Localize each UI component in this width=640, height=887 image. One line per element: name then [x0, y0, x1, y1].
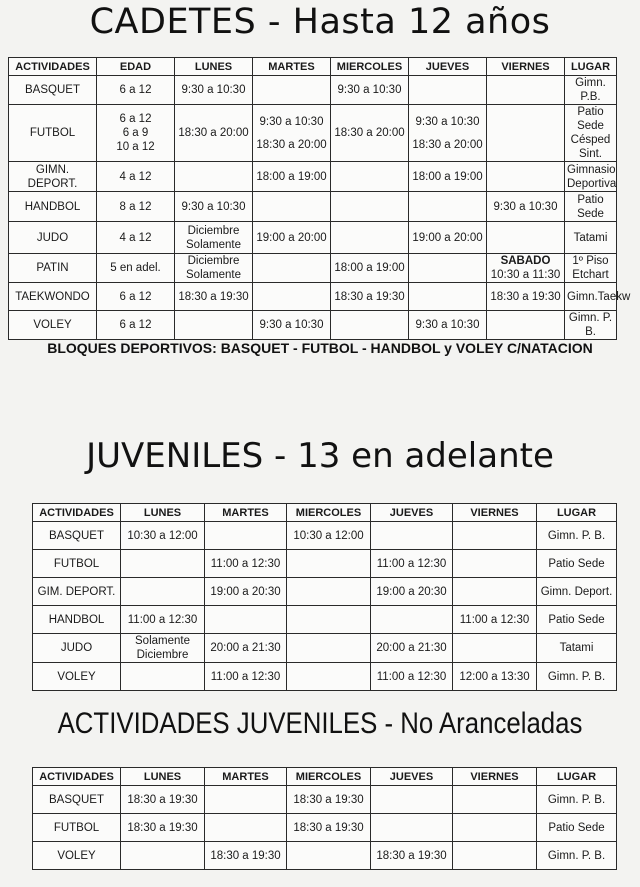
schedule-cell — [121, 842, 205, 870]
schedule-cell — [453, 634, 537, 663]
schedule-cell: Gimn. P. B. — [565, 311, 617, 340]
schedule-cell: Patio Sede — [565, 192, 617, 222]
schedule-cell: Gimn. P. B. — [537, 663, 617, 691]
schedule-cell — [205, 606, 287, 634]
schedule-cell — [205, 814, 287, 842]
table-row — [9, 192, 617, 222]
column-header-actividades: ACTIVIDADES — [9, 58, 97, 76]
cell-line: Diciembre — [187, 224, 240, 237]
schedule-cell — [453, 522, 537, 550]
schedule-cell — [205, 786, 287, 814]
column-header-jueves: JUEVES — [371, 504, 453, 522]
cell-line: 18:30 a 20:00 — [412, 138, 483, 151]
cell-line: Patio Sede — [577, 106, 604, 132]
schedule-cell — [409, 283, 487, 311]
table-row — [9, 222, 617, 254]
schedule-cell — [331, 192, 409, 222]
schedule-cell: 19:00 a 20:00 — [253, 222, 331, 254]
schedule-cell: 18:00 a 19:00 — [409, 162, 487, 192]
schedule-cell: Gimn. P.B. — [565, 76, 617, 105]
schedule-cell — [409, 192, 487, 222]
cell-line: Etchart — [572, 269, 609, 281]
cell-line: 9:30 a 10:30 — [415, 115, 480, 128]
schedule-cell: 9:30 a 10:30 — [175, 192, 253, 222]
schedule-cell: 9:30 a 10:30 — [253, 311, 331, 340]
column-header-viernes: VIERNES — [453, 768, 537, 786]
cell-line: Gimnasio — [567, 163, 616, 176]
schedule-cell — [331, 162, 409, 192]
activity-cell: PATIN — [9, 254, 97, 283]
schedule-cell: 5 en adel. — [97, 254, 175, 283]
activity-cell: HANDBOL — [9, 192, 97, 222]
table-row — [9, 254, 617, 283]
juveniles-title: JUVENILES - 13 en adelante — [86, 436, 554, 476]
activity-cell: GIMN. DEPORT. — [9, 162, 97, 192]
column-header-lunes: LUNES — [175, 58, 253, 76]
cadetes-schedule-table — [8, 57, 631, 340]
schedule-cell: 11:00 a 12:30 — [371, 663, 453, 691]
column-header-miercoles: MIERCOLES — [287, 504, 371, 522]
schedule-cell — [253, 105, 331, 162]
table-row — [9, 283, 617, 311]
column-header-jueves: JUEVES — [371, 768, 453, 786]
schedule-cell: Gimn. P. B. — [537, 522, 617, 550]
cell-line: 1º Piso — [572, 255, 609, 267]
column-header-martes: MARTES — [205, 504, 287, 522]
schedule-cell — [287, 634, 371, 663]
schedule-cell — [121, 578, 205, 606]
schedule-cell — [409, 254, 487, 283]
cell-line: Solamente — [186, 238, 241, 251]
schedule-cell — [453, 786, 537, 814]
schedule-cell — [565, 105, 617, 162]
activity-cell: FUTBOL — [33, 550, 121, 578]
schedule-cell: 18:30 a 19:30 — [121, 814, 205, 842]
column-header-lunes: LUNES — [121, 768, 205, 786]
schedule-cell — [205, 522, 287, 550]
schedule-cell: 6 a 12 — [97, 283, 175, 311]
schedule-cell — [453, 842, 537, 870]
schedule-cell: 20:00 a 21:30 — [371, 634, 453, 663]
schedule-cell — [409, 76, 487, 105]
column-header-viernes: VIERNES — [487, 58, 565, 76]
schedule-cell — [487, 105, 565, 162]
cell-line: 10:30 a 11:30 — [490, 269, 561, 281]
column-header-edad: EDAD — [97, 58, 175, 76]
schedule-cell: 18:30 a 19:30 — [205, 842, 287, 870]
activity-cell: VOLEY — [33, 842, 121, 870]
table-row — [33, 786, 617, 814]
schedule-cell — [453, 550, 537, 578]
table-row — [33, 522, 617, 550]
column-header-miercoles: MIERCOLES — [287, 768, 371, 786]
schedule-cell — [253, 254, 331, 283]
cell-line: 10 a 12 — [116, 141, 155, 153]
column-header-jueves: JUEVES — [409, 58, 487, 76]
cell-line: 18:30 a 20:00 — [256, 138, 327, 151]
schedule-cell: Gimn. Deport. — [537, 578, 617, 606]
cell-line: SABADO — [500, 255, 551, 267]
table-row — [33, 550, 617, 578]
table-row — [33, 578, 617, 606]
schedule-cell — [175, 254, 253, 283]
table-row — [33, 606, 617, 634]
column-header-actividades: ACTIVIDADES — [33, 504, 121, 522]
schedule-cell — [487, 254, 565, 283]
schedule-cell — [409, 105, 487, 162]
table-row — [9, 76, 617, 105]
schedule-cell — [287, 578, 371, 606]
schedule-cell: 18:30 a 19:30 — [487, 283, 565, 311]
schedule-cell — [253, 283, 331, 311]
cell-line: Césped Sint. — [570, 134, 611, 160]
schedule-cell — [487, 311, 565, 340]
schedule-cell: 6 a 12 — [97, 311, 175, 340]
activity-cell: HANDBOL — [33, 606, 121, 634]
schedule-cell — [97, 105, 175, 162]
schedule-cell: Tatami — [565, 222, 617, 254]
schedule-cell — [253, 192, 331, 222]
cell-line: 6 a 12 — [119, 113, 152, 125]
schedule-cell: 9:30 a 10:30 — [487, 192, 565, 222]
schedule-cell — [487, 222, 565, 254]
schedule-cell: 18:00 a 19:00 — [253, 162, 331, 192]
table-row — [33, 663, 617, 691]
schedule-cell — [331, 222, 409, 254]
schedule-cell: Patio Sede — [537, 550, 617, 578]
schedule-cell — [565, 162, 617, 192]
activity-cell: FUTBOL — [9, 105, 97, 162]
table-row — [9, 105, 617, 162]
schedule-cell: 18:30 a 19:30 — [175, 283, 253, 311]
activity-cell: JUDO — [9, 222, 97, 254]
schedule-cell: Gimn. P. B. — [537, 786, 617, 814]
column-header-lunes: LUNES — [121, 504, 205, 522]
cell-line: 9:30 a 10:30 — [259, 115, 324, 128]
activity-cell: GIM. DEPORT. — [33, 578, 121, 606]
schedule-cell: 18:30 a 19:30 — [121, 786, 205, 814]
column-header-lugar: LUGAR — [537, 768, 617, 786]
table-row — [9, 162, 617, 192]
schedule-cell: 6 a 12 — [97, 76, 175, 105]
table-row — [9, 311, 617, 340]
column-header-lugar: LUGAR — [537, 504, 617, 522]
schedule-cell: 4 a 12 — [97, 222, 175, 254]
bloques-deportivos-note: BLOQUES DEPORTIVOS: BASQUET - FUTBOL - HANDBOL y VOLEY C/NATACION — [47, 340, 593, 356]
schedule-cell — [121, 634, 205, 663]
schedule-cell: 11:00 a 12:30 — [205, 663, 287, 691]
schedule-cell — [371, 522, 453, 550]
activity-cell: JUDO — [33, 634, 121, 663]
schedule-cell — [175, 162, 253, 192]
column-header-actividades: ACTIVIDADES — [33, 768, 121, 786]
schedule-cell — [371, 606, 453, 634]
actividades-juveniles-title: ACTIVIDADES JUVENILES - No Aranceladas — [57, 707, 583, 740]
schedule-cell — [287, 663, 371, 691]
table-row — [33, 634, 617, 663]
actividades-juveniles-table — [32, 767, 617, 870]
cell-line: Solamente — [186, 269, 241, 281]
activity-cell: BASQUET — [33, 522, 121, 550]
schedule-cell — [287, 606, 371, 634]
schedule-cell: 18:00 a 19:00 — [331, 254, 409, 283]
schedule-cell — [287, 550, 371, 578]
cadetes-title: CADETES - Hasta 12 años — [89, 2, 551, 42]
schedule-cell: 18:30 a 19:30 — [371, 842, 453, 870]
column-header-martes: MARTES — [253, 58, 331, 76]
juveniles-schedule-table — [32, 503, 617, 691]
column-header-viernes: VIERNES — [453, 504, 537, 522]
cell-line: Solamente — [135, 635, 190, 647]
schedule-cell: 11:00 a 12:30 — [205, 550, 287, 578]
cell-line: Deportiva — [567, 177, 617, 190]
schedule-cell: 18:30 a 19:30 — [331, 283, 409, 311]
schedule-cell: Tatami — [537, 634, 617, 663]
schedule-cell — [371, 786, 453, 814]
schedule-cell — [487, 162, 565, 192]
schedule-cell: 9:30 a 10:30 — [175, 76, 253, 105]
schedule-cell: 19:00 a 20:00 — [409, 222, 487, 254]
schedule-cell — [371, 814, 453, 842]
table-row — [33, 814, 617, 842]
schedule-cell: 11:00 a 12:30 — [121, 606, 205, 634]
schedule-cell — [253, 76, 331, 105]
schedule-cell — [331, 311, 409, 340]
schedule-cell: 19:00 a 20:30 — [205, 578, 287, 606]
schedule-cell: 20:00 a 21:30 — [205, 634, 287, 663]
activity-cell: FUTBOL — [33, 814, 121, 842]
column-header-lugar: LUGAR — [565, 58, 617, 76]
schedule-cell — [175, 311, 253, 340]
column-header-martes: MARTES — [205, 768, 287, 786]
schedule-cell: 18:30 a 20:00 — [175, 105, 253, 162]
schedule-cell — [453, 814, 537, 842]
table-row — [33, 842, 617, 870]
schedule-cell: 19:00 a 20:30 — [371, 578, 453, 606]
schedule-cell: 8 a 12 — [97, 192, 175, 222]
activity-cell: BASQUET — [33, 786, 121, 814]
schedule-cell: 11:00 a 12:30 — [371, 550, 453, 578]
schedule-cell: 9:30 a 10:30 — [409, 311, 487, 340]
schedule-cell: 10:30 a 12:00 — [121, 522, 205, 550]
schedule-cell — [565, 254, 617, 283]
schedule-cell — [287, 842, 371, 870]
schedule-cell — [121, 550, 205, 578]
schedule-cell: 4 a 12 — [97, 162, 175, 192]
cell-line: 6 a 9 — [122, 127, 149, 139]
activity-cell: VOLEY — [33, 663, 121, 691]
cell-line: Diciembre — [136, 649, 189, 661]
schedule-cell — [121, 663, 205, 691]
activity-cell: VOLEY — [9, 311, 97, 340]
schedule-cell: Patio Sede — [537, 814, 617, 842]
schedule-cell: 18:30 a 20:00 — [331, 105, 409, 162]
schedule-cell: 9:30 a 10:30 — [331, 76, 409, 105]
schedule-cell — [453, 578, 537, 606]
schedule-cell — [487, 76, 565, 105]
activity-cell: BASQUET — [9, 76, 97, 105]
schedule-cell: 18:30 a 19:30 — [287, 786, 371, 814]
cell-line: Diciembre — [187, 255, 240, 267]
schedule-cell: 12:00 a 13:30 — [453, 663, 537, 691]
column-header-miercoles: MIERCOLES — [331, 58, 409, 76]
schedule-cell: Gimn. P. B. — [537, 842, 617, 870]
schedule-cell: Gimn.Taekw — [565, 283, 617, 311]
schedule-cell — [175, 222, 253, 254]
activity-cell: TAEKWONDO — [9, 283, 97, 311]
schedule-cell: 18:30 a 19:30 — [287, 814, 371, 842]
schedule-cell: 11:00 a 12:30 — [453, 606, 537, 634]
schedule-cell: 10:30 a 12:00 — [287, 522, 371, 550]
schedule-cell: Patio Sede — [537, 606, 617, 634]
